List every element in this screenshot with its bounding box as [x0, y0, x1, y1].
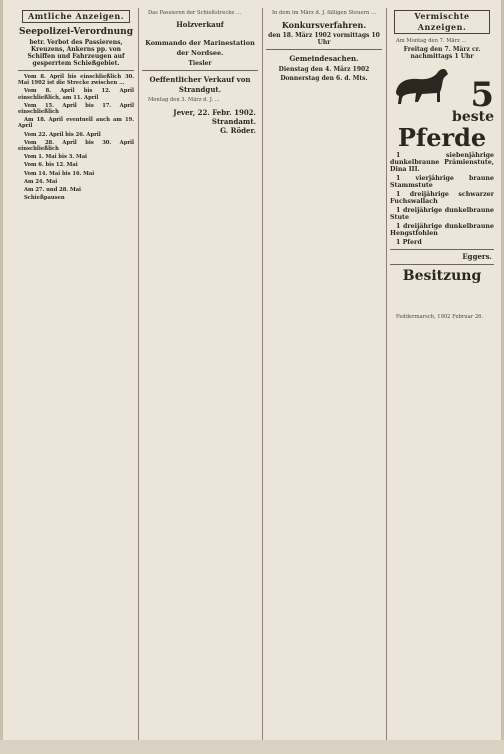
- ordinance-item: [18, 171, 134, 177]
- horse-item: 1 vierjährige braune Stammstute: [390, 175, 494, 190]
- column-1: [18, 10, 134, 746]
- column-rule: [386, 8, 387, 748]
- ordinance-item-text: Vom 1. Mai bis 3. Mai: [24, 154, 88, 161]
- ordinance-item: [18, 179, 134, 185]
- section-title-strandgut: Oeffentlicher Verkauf von Strandgut.: [149, 75, 251, 95]
- ordinance-item: [18, 117, 134, 129]
- notice-title: Kommando der Marinestation der Nordsee.: [145, 39, 255, 58]
- scan-edge-left: [0, 0, 3, 754]
- ordinance-item: [18, 132, 134, 138]
- subheadline-verordnung: betr. Verbot des Passierens, Kreuzens, Ankerns pp. von Schiffen und Fahrzeugen auf gesperrtem Schießgebiet.: [27, 39, 125, 67]
- scan-bottom-strip: [0, 740, 504, 754]
- ordinance-item-text: Am 24. Mai: [24, 178, 58, 185]
- big-number: 5: [470, 75, 494, 116]
- section-title-gemeinde: Gemeindesachen.: [289, 54, 359, 64]
- paragraph: Das Passieren der Schießstrecke ...: [148, 10, 242, 16]
- horse-item: 1 dreijährige schwarzer Fuchswallach: [390, 191, 494, 206]
- ordinance-item: [18, 162, 134, 168]
- column-2: [142, 10, 258, 746]
- horse-items: [390, 152, 494, 246]
- divider: [18, 70, 134, 71]
- ordinance-item-text: Am 18. April eventuell auch am 19. April: [18, 117, 134, 130]
- section-title-konkurs: Konkursverfahren.: [281, 20, 367, 31]
- divider: [266, 49, 382, 50]
- ordinance-item: [18, 187, 134, 193]
- ordinance-item-text: Am 27. und 28. Mai: [24, 187, 82, 194]
- paragraph: Am Montag den 7. März ...: [396, 38, 467, 44]
- paragraph: Montag den 3. März d. J. ...: [148, 97, 220, 104]
- horse-item: 1 Pferd: [396, 239, 422, 247]
- paragraph: In dem im März d. J. fälligen Steuern ...: [272, 10, 376, 16]
- horse-item: 1 dreijährige dunkelbraune Stute: [390, 207, 494, 222]
- column-3: [266, 10, 382, 746]
- ordinance-item: [18, 103, 134, 115]
- ordinance-item-text: Schießpausen: [24, 195, 65, 202]
- column-rule: [262, 8, 263, 748]
- ordinance-item-text: Vom 6. bis 12. Mai: [24, 162, 78, 169]
- column-4: [390, 10, 494, 746]
- section-title-vermischte: Vermischte Anzeigen.: [394, 10, 490, 34]
- ordinance-item-text: Vom 14. Mai bis 16. Mai: [24, 170, 95, 177]
- ordinance-item: [18, 140, 134, 152]
- meeting-date: Dienstag den 4. März 1902: [278, 66, 370, 74]
- footer-date: Feddermarsch, 1902 Februar 26.: [396, 314, 484, 321]
- headline-besitzung: Besitzung: [402, 268, 482, 285]
- ordinance-item: [18, 88, 134, 100]
- footer-office: Strandamt.: [211, 117, 256, 127]
- ordinance-item: [18, 154, 134, 160]
- divider: [390, 249, 494, 250]
- ordinance-item-text: Vom 8. April bis 12. April einschließlich, am 11. April: [18, 88, 134, 101]
- ordinance-item: [18, 74, 134, 86]
- ordinance-item-text: Vom 28. April bis 30. April einschließlich: [18, 139, 134, 153]
- headline-verordnung: Seepolizei-Verordnung: [18, 27, 133, 37]
- ordinance-items: [18, 74, 134, 201]
- footer-place: Jever, 22. Febr. 1902.: [173, 108, 256, 118]
- horse-item: 1 siebenjährige dunkelbraune Prämienstute, Dina III.: [390, 152, 494, 174]
- divider: [142, 70, 258, 71]
- horse-item: 1 dreijährige dunkelbraune Hengstfohlen: [390, 223, 494, 238]
- auction-date: Freitag den 7. März cr. nachmittags 1 Uhr: [403, 46, 481, 61]
- notice-sub: Tiesler: [188, 60, 212, 68]
- big-word-beste: beste: [452, 109, 494, 126]
- footer-name: G. Röder.: [220, 126, 256, 136]
- konkurs-date: den 18. März 1902 vormittags 10 Uhr: [268, 32, 380, 47]
- ordinance-item: [18, 195, 134, 201]
- meeting-date-2: Donnerstag den 6. d. Mts.: [280, 75, 368, 83]
- section-title-amtliche: Amtliche Anzeigen.: [22, 10, 130, 23]
- divider: [390, 264, 494, 265]
- ordinance-item-text: Vom 22. April bis 26. April: [24, 131, 101, 138]
- column-rule: [138, 8, 139, 748]
- big-word-pferde: Pferde: [397, 123, 487, 153]
- ordinance-item-text: Vom 15. April bis 17. April einschließlich: [18, 102, 134, 116]
- section-title-holzverkauf: Holzverkauf: [176, 20, 224, 30]
- footer-signature: Eggers.: [462, 252, 492, 262]
- ordinance-item-text: Vom 8. April bis einschließlich 30. Mai 1902 ist die Strecke zwischen ...: [18, 74, 134, 87]
